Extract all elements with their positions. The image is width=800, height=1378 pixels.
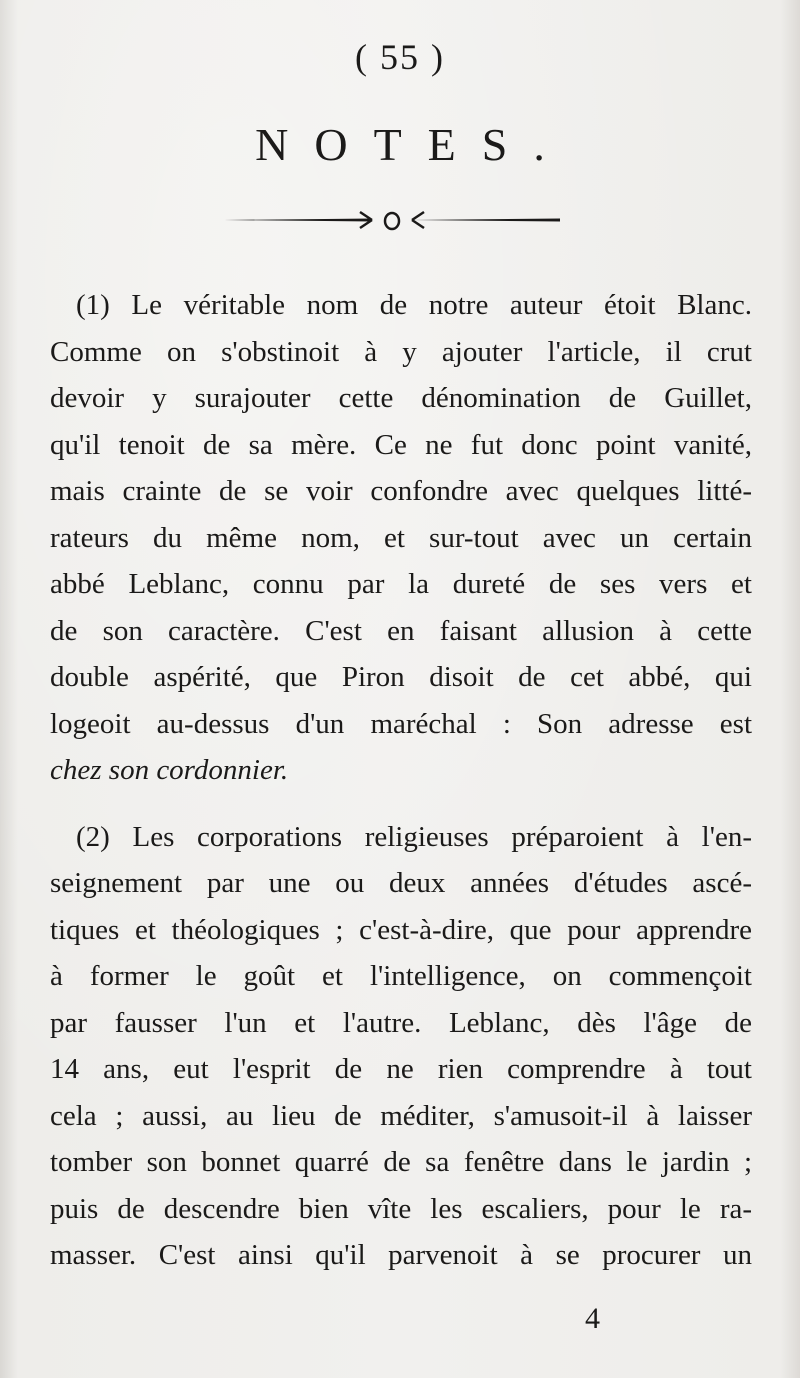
- note-1-line: mais crainte de se voir confondre avec quelques litté-: [50, 475, 752, 507]
- note-2-line: tiques et théologiques ; c'est-à-dire, que pour apprendre: [50, 913, 752, 946]
- note-2-line: par fausser l'un et l'autre. Leblanc, dès l'âge de: [50, 1006, 752, 1039]
- note-2-line: masser. C'est ainsi qu'il parvenoit à se procurer un: [50, 1239, 752, 1271]
- page-title: NOTES.: [255, 119, 571, 170]
- note-2-line: tomber son bonnet quarré de sa fenêtre dans le jardin ;: [50, 1146, 752, 1178]
- note-2-line: à former le goût et l'intelligence, on commençoit: [50, 960, 752, 992]
- notes-body: [50, 282, 752, 1279]
- note-2-line: seignement par une ou deux années d'études ascé-: [50, 867, 752, 899]
- page-number: ( 55 ): [355, 37, 445, 77]
- note-2-line: cela ; aussi, au lieu de méditer, s'amusoit-il à laisser: [50, 1099, 752, 1132]
- note-1-line: (1) Le véritable nom de notre auteur étoit Blanc.: [76, 289, 752, 321]
- note-1-line: abbé Leblanc, connu par la dureté de ses vers et: [50, 568, 752, 600]
- note-1-line: de son caractère. C'est en faisant allusion à cette: [50, 614, 752, 647]
- note-2-line: (2) Les corporations religieuses préparoient à l'en-: [76, 820, 752, 853]
- note-2: [50, 814, 752, 1279]
- ornamental-divider-icon: [222, 206, 562, 234]
- note-1-line: rateurs du même nom, et sur-tout avec un certain: [50, 521, 752, 554]
- note-1-line: qu'il tenoit de sa mère. Ce ne fut donc point vanité,: [50, 428, 752, 461]
- note-1-line: Comme on s'obstinoit à y ajouter l'article, il crut: [50, 335, 752, 368]
- note-1-line: logeoit au-dessus d'un maréchal : Son adresse est: [50, 707, 752, 740]
- note-2-line: puis de descendre bien vîte les escaliers, pour le ra-: [50, 1192, 752, 1225]
- note-1-line: devoir y surajouter cette dénomination de Guillet,: [50, 382, 752, 414]
- note-1: [50, 282, 752, 794]
- note-1-line: double aspérité, que Piron disoit de cet abbé, qui: [50, 661, 752, 693]
- note-1-line: chez son cordonnier.: [50, 754, 289, 786]
- note-2-line: 14 ans, eut l'esprit de ne rien comprendre à tout: [50, 1053, 752, 1085]
- signature-mark: 4: [585, 1302, 600, 1335]
